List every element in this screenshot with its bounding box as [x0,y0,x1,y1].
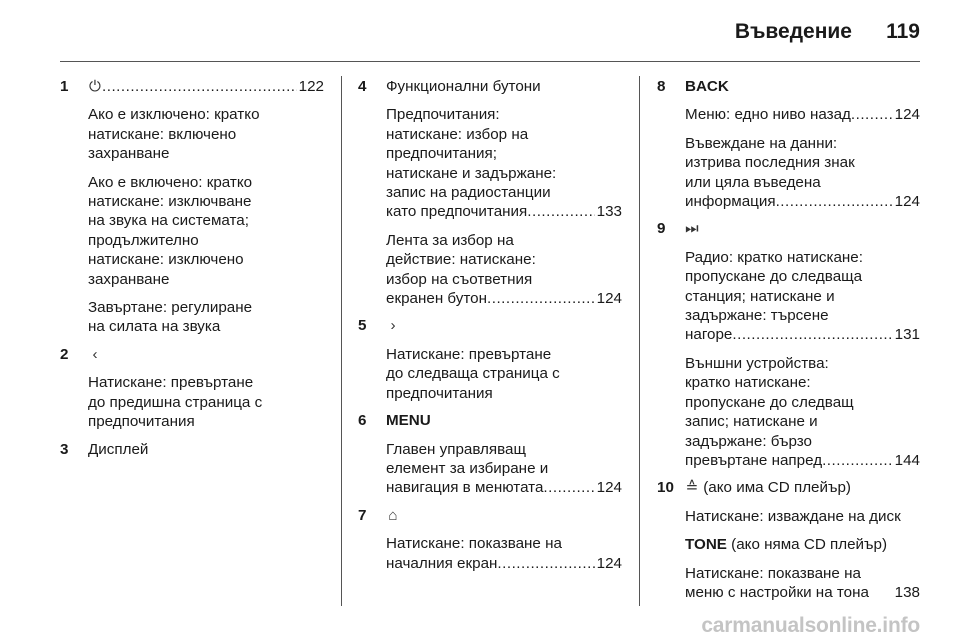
paragraph [386,534,622,573]
text-line: до предишна страница с [88,393,263,411]
text-line: натискане: изключено [88,251,244,269]
leader-line: като предпочитания ..... 133 [386,202,622,221]
watermark: carmanualsonline.info [701,614,920,637]
text-line: натискане: избор на [386,125,529,143]
item-label: (ако има CD плейър) [703,479,851,497]
item-label: BACK [685,78,729,95]
text-line: действие: натискане: [386,251,536,269]
page-ref: 144 [894,451,920,469]
leader-dots [102,77,297,96]
page-ref: 138 [894,583,920,601]
text-line: Завъртане: регулиране [88,299,253,317]
tone-line [685,535,920,554]
item-number: 6 [358,412,367,430]
item-2 [60,345,324,432]
paragraph [685,134,920,212]
paragraph [88,298,324,337]
text-line: предпочитания [386,384,493,402]
item-title-line [88,77,324,96]
paragraph [386,105,622,221]
chevron-right-icon: › [390,317,396,335]
text-line: задържане: бързо [685,432,812,450]
text-line: продължително [88,231,199,249]
item-8 [657,77,920,211]
text-line: предпочитания; [386,145,497,163]
item-number: 8 [657,78,666,95]
paragraph [685,354,920,470]
paragraph [88,105,324,163]
item-4 [358,77,622,308]
item-number: 9 [657,220,666,238]
item-7 [358,506,622,573]
item-3 [60,440,324,459]
paragraph [685,248,920,345]
text-line: задържане: търсене [685,307,829,325]
column-divider-2 [639,76,640,606]
text-line: Натискане: показване на [386,535,562,553]
leader-line: нагоре ..... 131 [685,325,920,344]
chevron-left-icon: ‹ [92,345,98,363]
text-line: предпочитания [88,413,195,431]
item-6 [358,411,622,498]
text-line: или цяла въведена [685,173,821,191]
text-line: захранване [88,145,170,163]
item-number: 7 [358,506,367,524]
paragraph [685,105,920,124]
text-line: Ако е включено: кратко [88,173,253,191]
page-ref: 124 [894,106,920,124]
text-line: станция; натискане и [685,287,835,305]
column-divider-1 [341,76,342,606]
item-number: 10 [657,479,674,497]
item-number: 3 [60,440,69,458]
leader-line: превъртане напред ..... 144 [685,451,920,470]
page-ref: 124 [894,193,920,211]
text-line: Натискане: изваждане на диск [685,507,901,525]
page-ref: 131 [894,326,920,344]
text-line: запис; натискане и [685,413,818,431]
text-line: натискане: включено [88,125,237,143]
paragraph [386,440,622,498]
item-number: 4 [358,78,367,95]
paragraph [685,507,920,526]
text-line: Натискане: превъртане [88,374,254,392]
leader-line: екранен бутон ..... 124 [386,289,622,308]
page-number: 119 [886,20,920,43]
text-line: Предпочитания: [386,106,500,124]
leader-line: информация ..... 124 [685,192,920,211]
text-line: запис на радиостанции [386,184,551,202]
page-header [0,0,960,62]
text-line: натискане и задържане: [386,164,557,182]
leader-line: началния екран ..... 124 [386,554,622,573]
text-line: пропускане до следващ [685,393,854,411]
power-icon: ⏻ [88,78,101,95]
text-line: Натискане: показване на [685,564,861,582]
text-line: Външни устройства: [685,354,829,372]
paragraph [88,173,324,289]
tone-label: TONE [685,536,727,554]
item-number: 2 [60,345,69,363]
skip-forward-icon: ⏭ [685,220,699,238]
item-label: Дисплей [88,440,149,458]
item-label: Функционални бутони [386,78,541,95]
text-line: Главен управляващ [386,440,526,458]
text-line: пропускане до следваща [685,268,863,286]
text-line: на силата на звука [88,318,221,336]
eject-icon: ≙ [685,479,699,497]
item-label-line [685,478,920,497]
text-line: кратко натискане: [685,374,811,392]
page-ref: 124 [596,554,622,572]
item-10 [657,478,920,602]
text-line: на звука на системата; [88,212,249,230]
text-line: натискане: изключване [88,193,252,211]
home-icon: ⌂ [388,506,398,524]
text-line: Натискане: превъртане [386,345,552,363]
leader-line: меню с настройки на тона 138 [685,583,920,601]
text-line: изтрива последния знак [685,154,855,172]
text-line: Лента за избор на [386,231,514,249]
item-5 [358,316,622,403]
column-1 [60,77,324,467]
text-line: Въвеждане на данни: [685,134,838,152]
leader-line: Меню: едно ниво назад ..... 124 [685,105,920,124]
text-line: елемент за избиране и [386,459,549,477]
text-line: Радио: кратко натискане: [685,248,863,266]
page-ref: 133 [596,203,622,221]
text-line: до следваща страница с [386,365,560,383]
item-9 [657,219,920,470]
page-ref: 124 [596,479,622,497]
item-1 [60,77,324,337]
tone-note: (ако няма CD плейър) [726,536,888,554]
item-number: 5 [358,317,367,335]
leader-line: навигация в менютата ..... 124 [386,478,622,497]
column-3 [657,77,920,610]
page-ref: 122 [298,78,324,95]
paragraph [386,231,622,309]
text-line: Ако е изключено: кратко [88,106,260,124]
paragraph [88,373,324,431]
item-number: 1 [60,78,69,95]
header-divider [60,61,920,62]
paragraph [685,564,920,603]
paragraph [386,345,622,403]
page-title: Въведение [734,20,852,43]
text-line: захранване [88,270,170,288]
column-2 [358,77,622,581]
item-label: MENU [386,412,431,430]
page-ref: 124 [596,290,622,308]
text-line: избор на съответния [386,270,533,288]
